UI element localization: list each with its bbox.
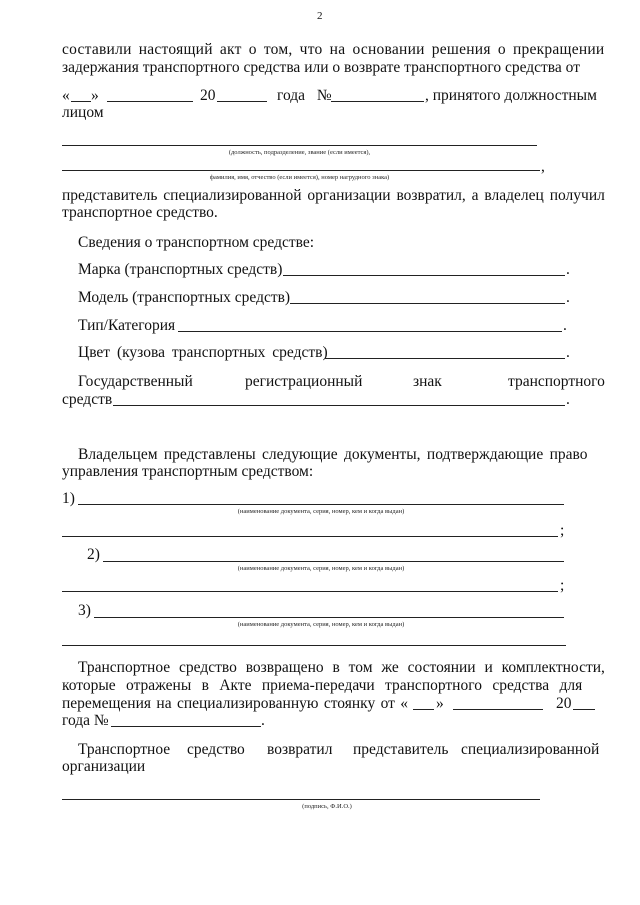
closing-line-2: организации (62, 758, 146, 775)
vehicle-plate-word-1: Государственный (78, 373, 193, 390)
vehicle-color-line (325, 358, 565, 359)
accepted-by-text: , принятого должностным (425, 87, 597, 104)
closing-word-2: средство (187, 741, 245, 758)
returned-year-blank (573, 709, 595, 710)
document-item-2-number: 2) (87, 546, 100, 563)
vehicle-plate-period: . (566, 391, 570, 408)
closing-word-3: возвратил (267, 741, 333, 758)
document-item-2-caption: (наименование документа, серия, номер, кем и когда выдан) (237, 565, 405, 572)
document-item-2-line (103, 561, 564, 562)
returned-day-blank (413, 709, 434, 710)
returned-month-blank (453, 709, 543, 710)
document-item-3-number: 3) (78, 602, 91, 619)
representative-line-2: транспортное средство. (62, 204, 218, 221)
document-item-1-number: 1) (62, 490, 75, 507)
vehicle-plate-word-3: знак (413, 373, 442, 390)
year-prefix: 20 (200, 87, 216, 104)
returned-line-4: года № (62, 712, 109, 729)
document-item-2-line-2 (62, 591, 558, 592)
vehicle-brand-period: . (566, 261, 570, 278)
returned-number-blank (111, 726, 261, 727)
date-close-quote: » (91, 87, 99, 104)
documents-intro-line-1: Владельцем представлены следующие документы, подтверждающие право (78, 446, 588, 463)
document-item-1-line-2 (62, 536, 558, 537)
vehicle-model-period: . (566, 289, 570, 306)
vehicle-model-line (290, 303, 565, 304)
vehicle-heading: Сведения о транспортном средстве: (78, 234, 315, 251)
vehicle-color-label: Цвет (кузова транспортных средств) (78, 344, 328, 361)
returned-period: . (261, 712, 265, 729)
vehicle-type-label: Тип/Категория (78, 317, 176, 334)
vehicle-type-period: . (563, 317, 567, 334)
signature-caption: (подпись, Ф.И.О.) (302, 803, 352, 810)
vehicle-type-line (178, 331, 562, 332)
returned-line-3: перемещения на специализированную стоянку от « (62, 695, 409, 712)
document-item-2-semicolon: ; (560, 577, 565, 594)
official-position-caption: (должность, подразделение, звание (если имеется), (228, 149, 371, 156)
returned-line-2: которые отражены в Акте приема-передачи транспортного средства для (62, 677, 583, 694)
document-item-3-line-2 (62, 645, 566, 646)
vehicle-brand-label: Марка (транспортных средств) (78, 261, 283, 278)
vehicle-color-period: . (566, 344, 570, 361)
month-blank (107, 101, 193, 102)
vehicle-brand-line (283, 275, 565, 276)
representative-line-1: представитель специализированной организации возвратил, а владелец получил (62, 187, 605, 204)
intro-line-2: задержания транспортного средства или о возврате транспортного средства от (62, 59, 580, 76)
document-item-3-line (94, 617, 564, 618)
intro-line-4: лицом (62, 104, 104, 121)
document-item-1-caption: (наименование документа, серия, номер, кем и когда выдан) (237, 508, 405, 515)
document-item-1-line (78, 504, 564, 505)
official-name-caption: фамилия, имя, отчество (если имеется), номер нагрудного знака) (209, 174, 390, 181)
documents-intro-line-2: управления транспортным средством: (62, 463, 314, 480)
day-blank (71, 101, 91, 102)
vehicle-model-label: Модель (транспортных средств) (78, 289, 291, 306)
document-item-3-caption: (наименование документа, серия, номер, кем и когда выдан) (237, 621, 405, 628)
vehicle-plate-line (113, 405, 565, 406)
closing-word-5: специализированной (461, 741, 600, 758)
decision-number-blank (331, 101, 424, 102)
returned-line-1: Транспортное средство возвращено в том же состоянии и комплектности, (78, 659, 605, 676)
vehicle-plate-word-4: транспортного (508, 373, 605, 390)
returned-close-quote: » (436, 695, 444, 712)
date-open-quote: « (62, 87, 70, 104)
vehicle-plate-word-2: регистрационный (245, 373, 363, 390)
official-name-comma: , (541, 158, 545, 175)
official-name-line (62, 170, 540, 171)
official-position-line (62, 145, 537, 146)
page-number: 2 (317, 10, 323, 22)
intro-line-1: составили настоящий акт о том, что на основании решения о прекращении (62, 41, 605, 58)
closing-word-1: Транспортное (78, 741, 171, 758)
closing-word-4: представитель (353, 741, 449, 758)
document-item-1-semicolon: ; (560, 522, 565, 539)
year-blank (217, 101, 267, 102)
returned-year-prefix: 20 (556, 695, 572, 712)
year-suffix: года № (277, 87, 332, 104)
signature-line (62, 799, 540, 800)
vehicle-plate-line-2: средств (62, 391, 113, 408)
